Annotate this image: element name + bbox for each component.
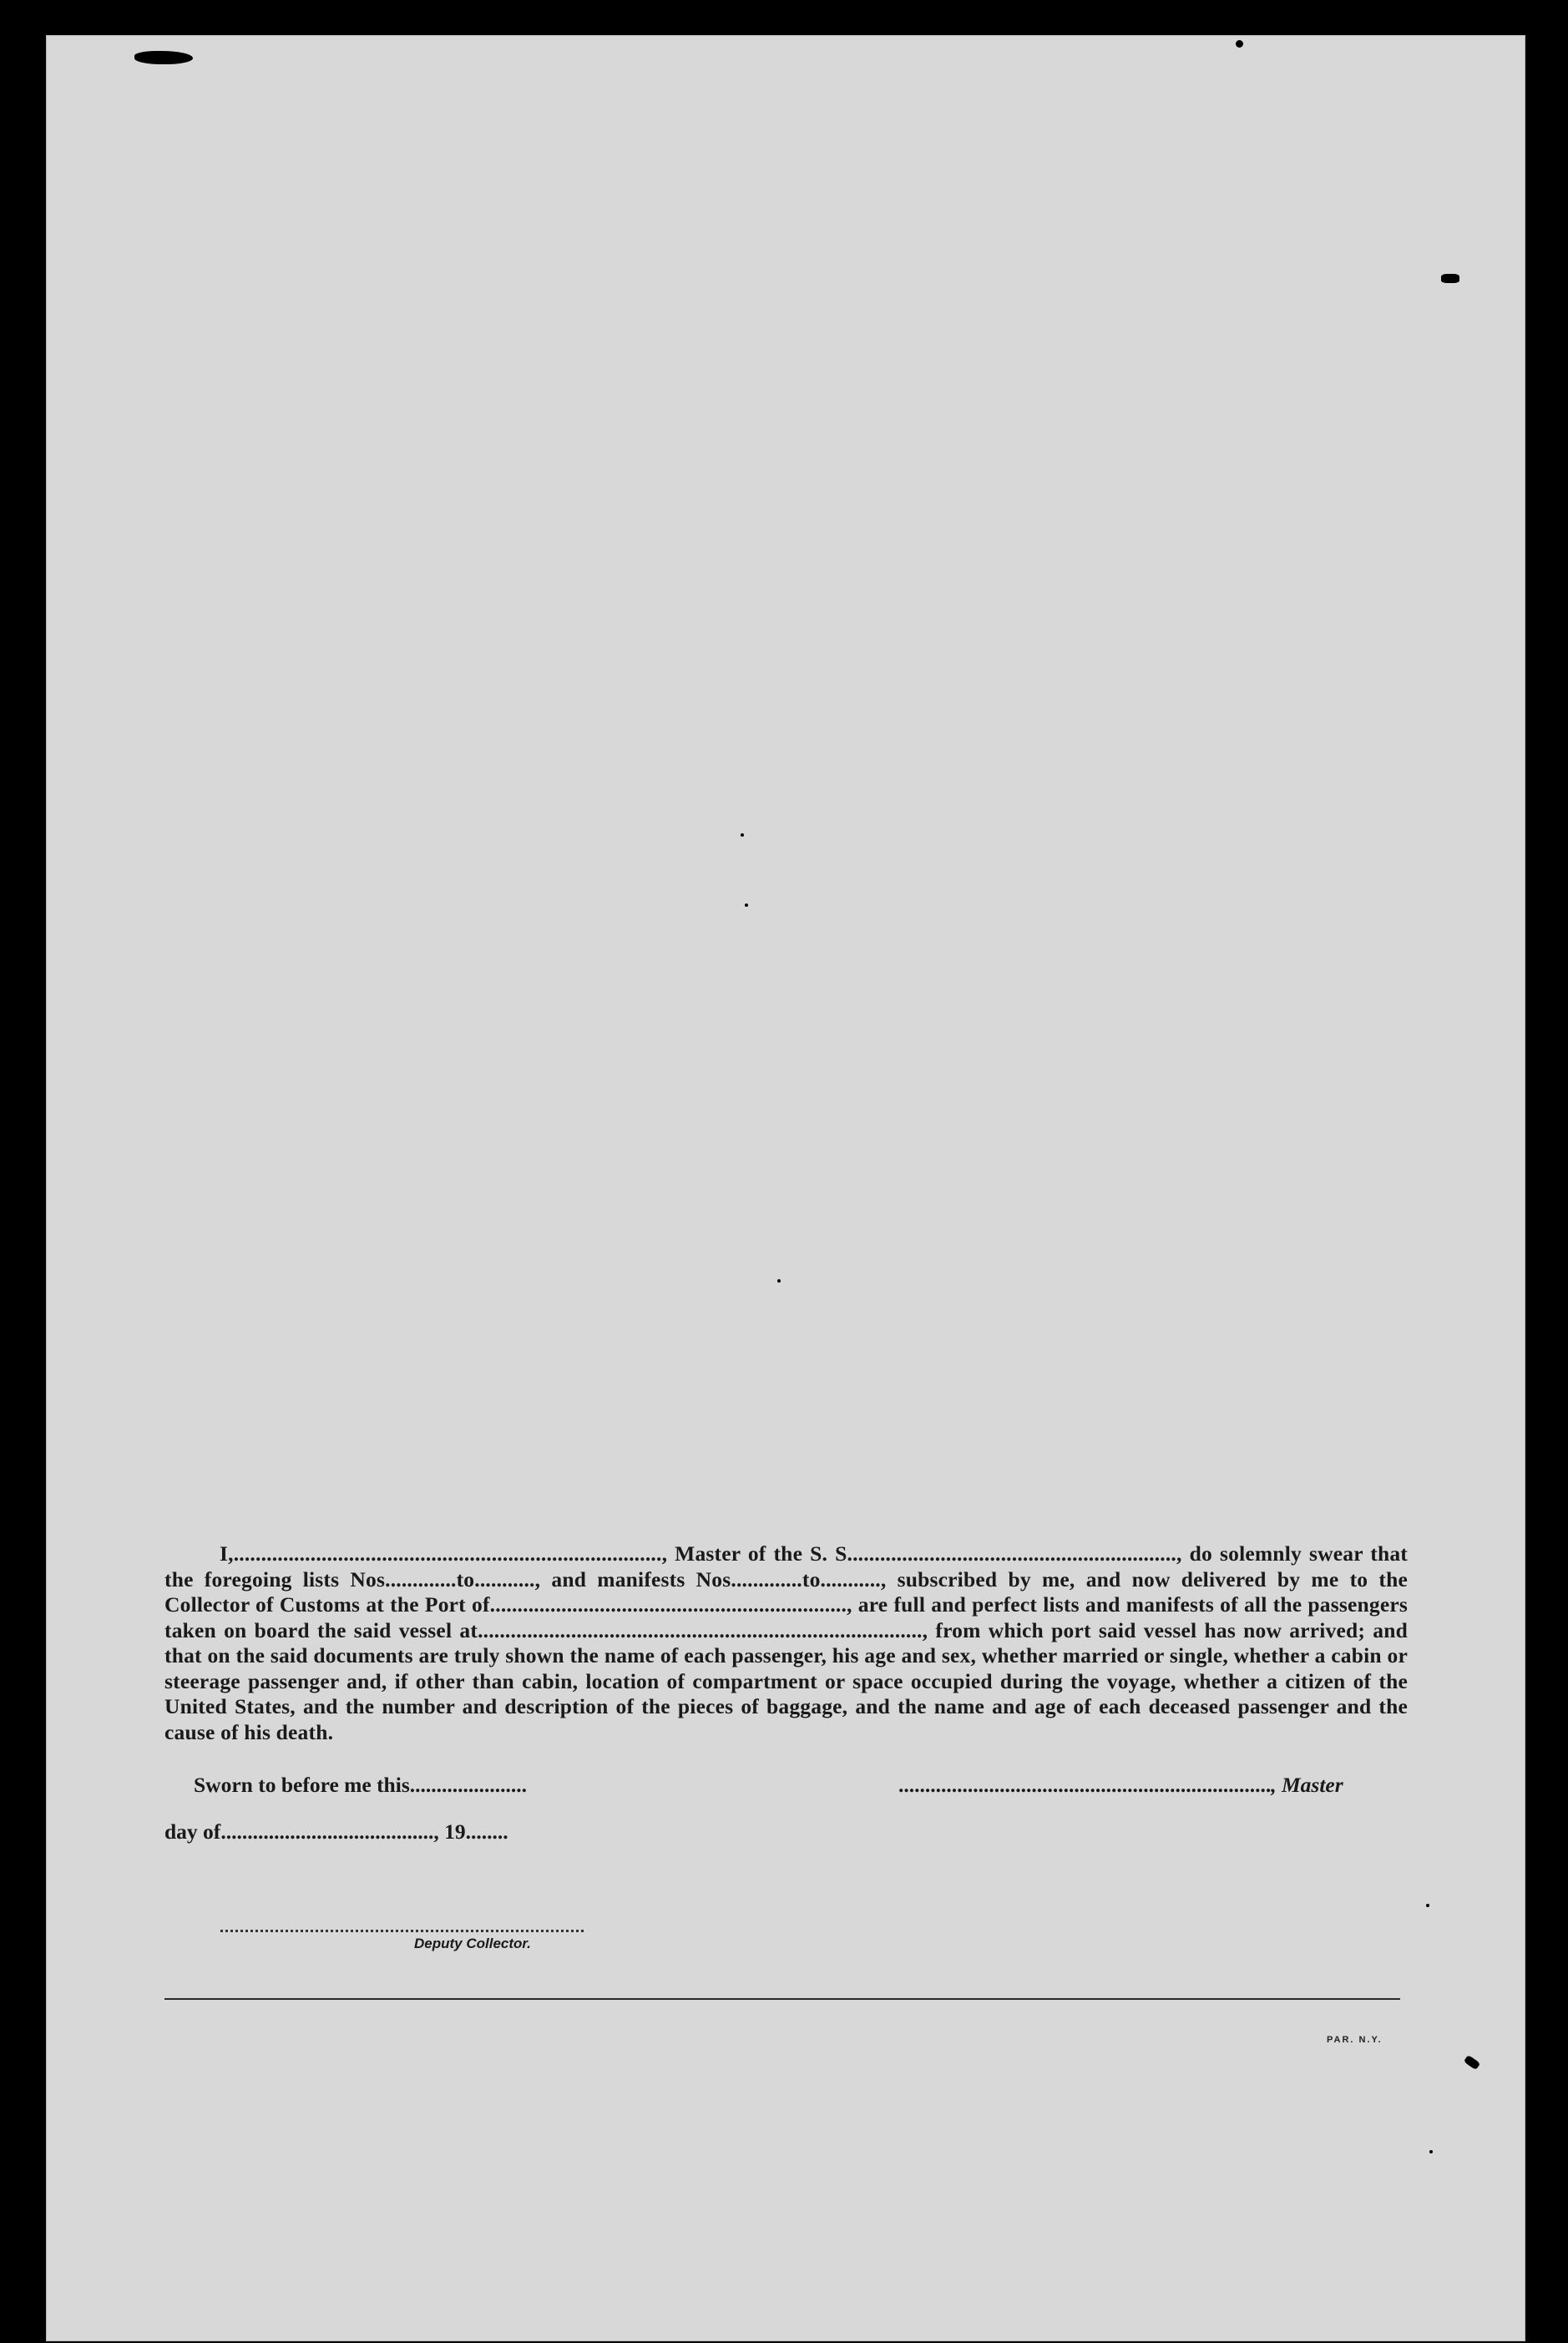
scan-speck [777, 1279, 781, 1283]
vessel-name-blank: ........................................................... [852, 1541, 1177, 1566]
departure-port-blank: ................................................................................. [478, 1617, 923, 1642]
year-prefix: , 19 [433, 1819, 466, 1844]
scan-speck [1236, 40, 1243, 48]
oath-text: , do solemnly [1176, 1541, 1302, 1566]
scan-speck [1426, 1904, 1429, 1907]
bottom-rule [164, 1998, 1400, 2000]
sworn-date-blank: ...................... [409, 1773, 527, 1797]
scan-speck [745, 903, 748, 907]
oath-text: , from which [922, 1617, 1044, 1642]
manifest-back-page [46, 35, 1525, 2341]
master-signature-row [898, 1773, 1343, 1798]
oath-text: , subscribed by me, and now [880, 1566, 1171, 1592]
deputy-collector-signature-line [220, 1930, 584, 1932]
oath-text: , and manifests Nos [534, 1566, 731, 1592]
printer-mark: PAR. N.Y. [1327, 2035, 1383, 2045]
oath-text: manifests of all the passengers taken on board the said vessel at [164, 1592, 1408, 1642]
master-label: , Master [1271, 1773, 1343, 1797]
sworn-row [194, 1773, 527, 1798]
day-label: day of [164, 1819, 221, 1844]
oath-text: to [456, 1566, 475, 1592]
day-month-blank: ........................................ [220, 1819, 434, 1844]
oath-text: , are full and perfect lists and [847, 1592, 1120, 1617]
scan-speck [1464, 2055, 1480, 2071]
deputy-collector-label: Deputy Collector. [414, 1936, 531, 1951]
oath-text: delivered by me to the Collector of Customs at the Port of [164, 1566, 1408, 1617]
manifest-to-blank: ........... [820, 1566, 881, 1592]
oath-text: I, [220, 1541, 234, 1566]
scan-speck [1429, 2150, 1433, 2153]
year-blank: ........ [465, 1819, 508, 1844]
vessel-master-name-blank: .............................................................................. [233, 1541, 662, 1566]
scan-speck [134, 51, 193, 64]
manifest-from-blank: ............. [731, 1566, 802, 1592]
oath-text: , Master of the S. S. [661, 1541, 853, 1566]
oath-text: port said vessel has now arrived; and that on the said documents are truly shown the name of each passenger, his age and sex, whether married or single, whether a cabin or steerage passenger and, if other than cabin, location of compartment or space occupied during the voyage, whether a citizen of the United States, and the number and description of the pieces of baggage, and the name and age of each deceased passenger and the cause of his death. [164, 1617, 1408, 1744]
list-to-blank: ........... [474, 1566, 535, 1592]
masters-oath-paragraph [164, 1541, 1408, 1745]
scan-speck [1441, 274, 1459, 283]
scan-speck [741, 833, 744, 837]
master-signature-blank: ...................................................................... [898, 1773, 1272, 1797]
list-from-blank: ............. [385, 1566, 457, 1592]
sworn-label: Sworn to before me this [194, 1773, 410, 1797]
day-row [164, 1819, 508, 1845]
oath-text: swear that the foregoing lists Nos [164, 1541, 1408, 1592]
port-blank: ................................................................. [489, 1592, 847, 1617]
oath-text: to [802, 1566, 821, 1592]
